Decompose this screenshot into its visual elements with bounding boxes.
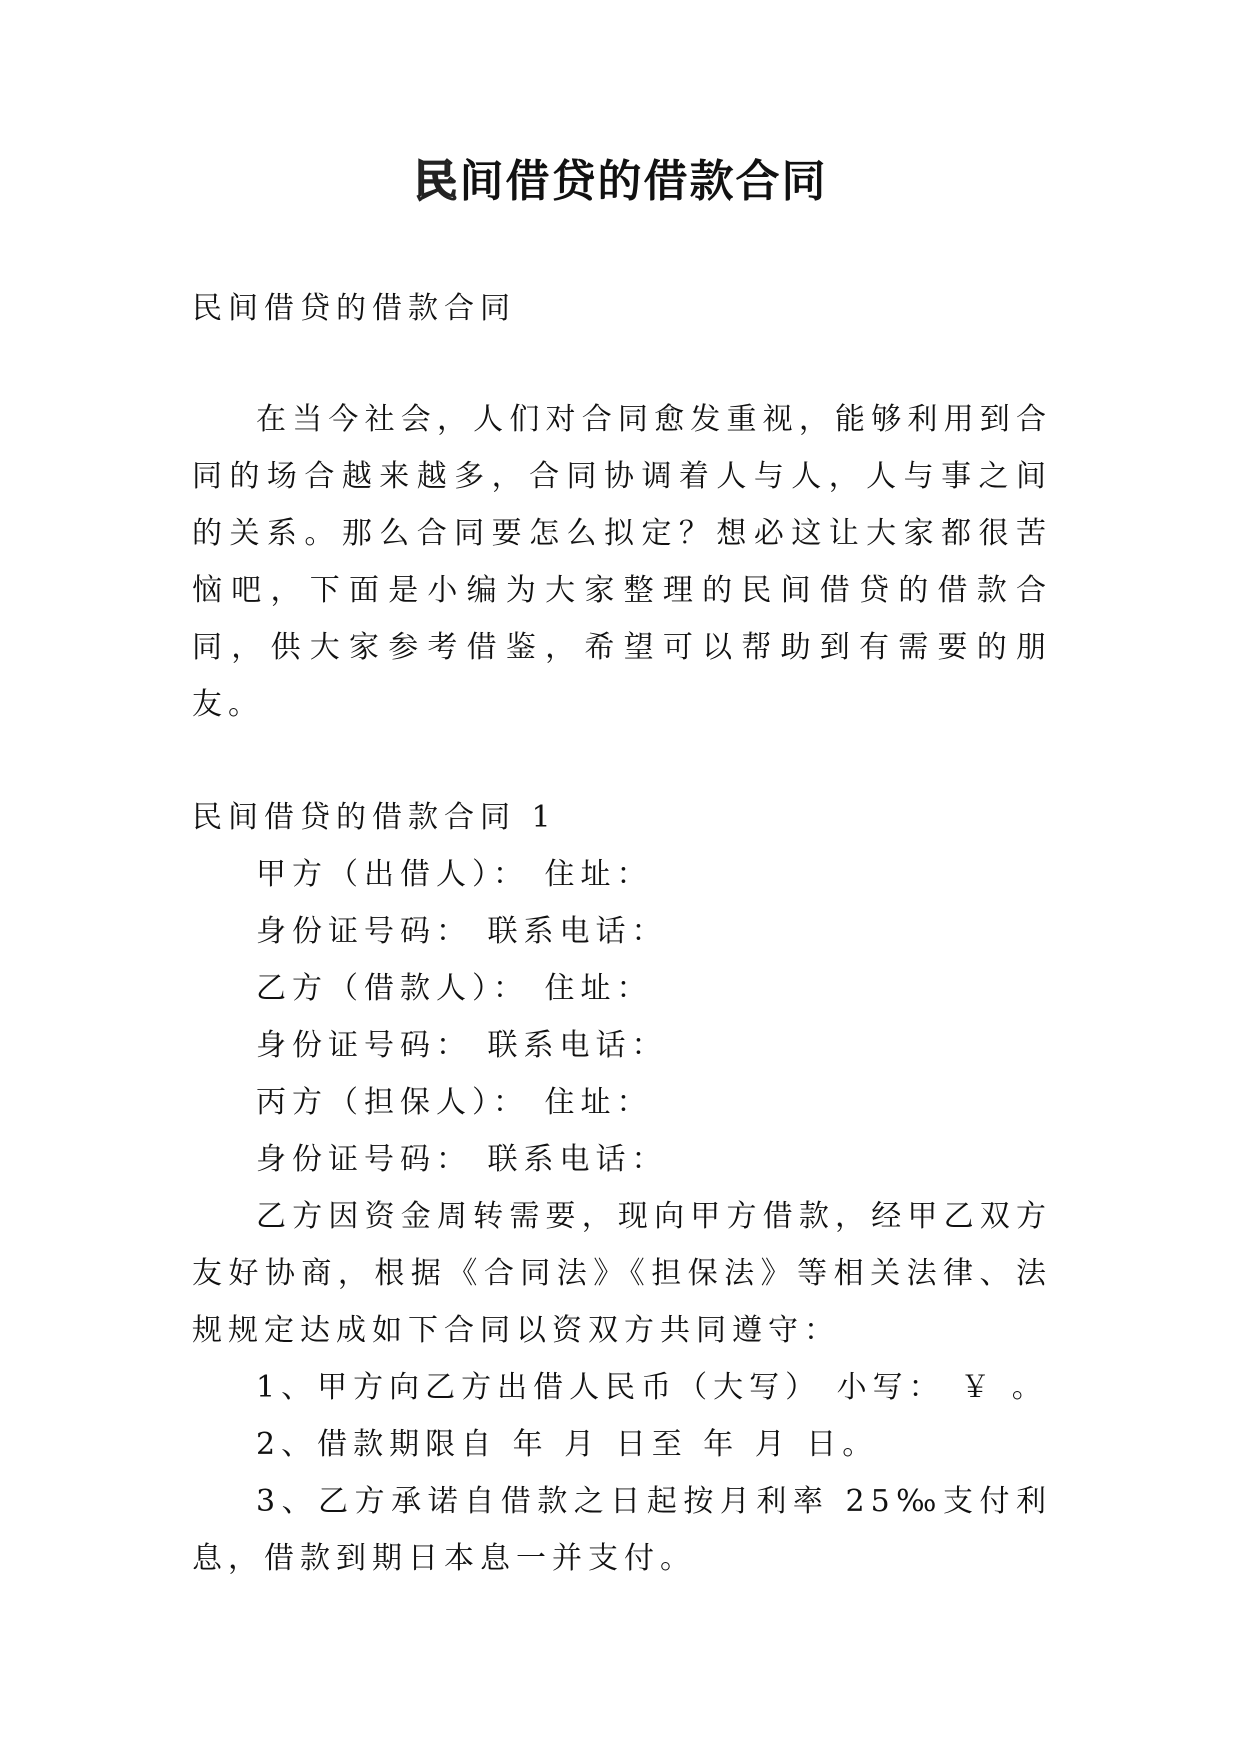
party-line: 丙方（担保人）： 住址： [256, 1085, 653, 1120]
party-line: 乙方（借款人）： 住址： [256, 971, 653, 1006]
section-heading: 民间借贷的借款合同 1 [192, 800, 557, 835]
clause-3: 3、乙方承诺自借款之日起按月利率 25‰支付利息，借款到期日本息一并支付。 [192, 1484, 1052, 1576]
party-line: 身份证号码： 联系电话： [256, 914, 668, 949]
party-line: 甲方（出借人）： 住址： [256, 857, 653, 892]
intro-paragraph: 在当今社会，人们对合同愈发重视，能够利用到合同的场合越来越多，合同协调着人与人，人与事之间的关系。那么合同要怎么拟定？想必这让大家都很苦恼吧，下面是小编为大家整理的民间借贷的借款合同，供大家参考借鉴，希望可以帮助到有需要的朋友。 [192, 402, 1052, 722]
document-title [0, 152, 1241, 212]
document-body [192, 280, 1052, 1587]
party-line: 身份证号码： 联系电话： [256, 1028, 668, 1063]
clause-1: 1、甲方向乙方出借人民币（大写） 小写： ￥ 。 [256, 1370, 1048, 1405]
clause-2: 2、借款期限自 年 月 日至 年 月 日。 [256, 1427, 879, 1462]
title-rest: 间借贷的借款合同 [459, 156, 828, 207]
preamble-paragraph: 乙方因资金周转需要，现向甲方借款，经甲乙双方友好协商，根据《合同法》《担保法》等相关法律、法规规定达成如下合同以资双方共同遵守： [192, 1199, 1052, 1348]
party-line: 身份证号码： 联系电话： [256, 1142, 668, 1177]
document-subtitle: 民间借贷的借款合同 [192, 291, 516, 326]
title-first-character: 民 [413, 156, 460, 207]
